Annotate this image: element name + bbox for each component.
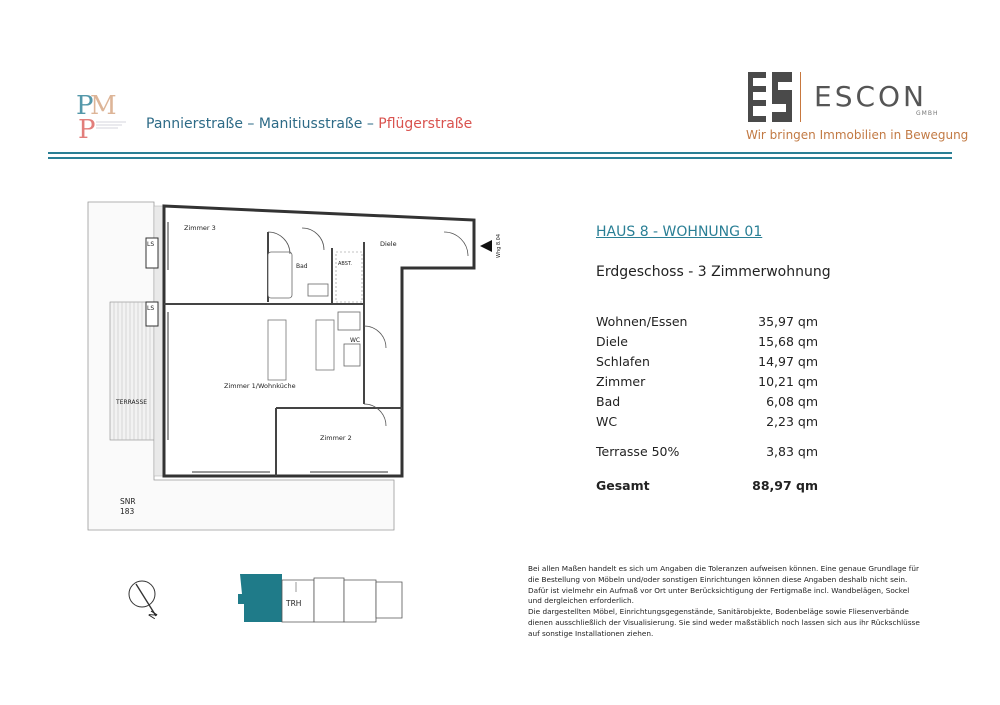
company-name: ESCON bbox=[814, 80, 927, 113]
terrace-row bbox=[596, 444, 822, 464]
area-table bbox=[596, 314, 822, 498]
area-value: 6,08 qm bbox=[766, 394, 818, 409]
terrace-label: Terrasse 50% bbox=[596, 444, 680, 459]
area-value: 14,97 qm bbox=[758, 354, 818, 369]
company-slogan: Wir bringen Immobilien in Bewegung bbox=[746, 128, 969, 142]
company-suffix: GMBH bbox=[916, 110, 939, 117]
label-whg: Whg 8.04 bbox=[496, 233, 502, 258]
area-label: Schlafen bbox=[596, 354, 650, 369]
room-label-zimmer3: Zimmer 3 bbox=[184, 224, 216, 232]
site-plan-key bbox=[236, 568, 406, 626]
project-streets bbox=[146, 116, 472, 132]
unit-subtitle: Erdgeschoss - 3 Zimmerwohnung bbox=[596, 264, 831, 280]
disclaimer-paragraph-1: Bei allen Maßen handelt es sich um Angaben die Toleranzen aufweisen können. Eine genaue Grundlage für die Bestellung von Möbeln und/oder sonstigen Einrichtungen können diese Angaben deshalb nicht sein. Dafür ist vielmehr ein Aufmaß vor Ort unter Berücksichtigung der Fertigmaße incl. Wandbelägen, Sockel und dergleichen erforderlich. bbox=[528, 564, 919, 606]
area-row bbox=[596, 394, 822, 414]
svg-text:M: M bbox=[90, 91, 117, 121]
area-row bbox=[596, 334, 822, 354]
streets-main: Pannierstraße – Manitiusstraße – bbox=[146, 116, 379, 132]
area-label: Zimmer bbox=[596, 374, 646, 389]
area-value: 15,68 qm bbox=[758, 334, 818, 349]
area-value: 2,23 qm bbox=[766, 414, 818, 429]
area-label: Wohnen/Essen bbox=[596, 314, 688, 329]
label-ls-1: LS bbox=[147, 241, 155, 248]
total-value: 88,97 qm bbox=[752, 478, 818, 493]
total-row bbox=[596, 478, 822, 498]
disclaimer bbox=[528, 564, 920, 640]
room-label-bad: Bad bbox=[296, 263, 308, 270]
svg-text:P: P bbox=[76, 91, 94, 121]
area-label: Bad bbox=[596, 394, 621, 409]
floor-plan bbox=[80, 192, 510, 532]
header-rule-top bbox=[48, 152, 952, 154]
area-value: 35,97 qm bbox=[758, 314, 818, 329]
pmp-logo bbox=[74, 86, 134, 146]
label-snr-number: 183 bbox=[120, 507, 135, 516]
room-label-wohnkueche: Zimmer 1/Wohnküche bbox=[224, 382, 296, 390]
area-row bbox=[596, 414, 822, 434]
streets-highlight: Pflügerstraße bbox=[378, 116, 473, 132]
logo-divider bbox=[800, 72, 801, 122]
svg-text:P: P bbox=[78, 115, 96, 145]
area-label: Diele bbox=[596, 334, 628, 349]
area-row bbox=[596, 354, 822, 374]
compass-icon bbox=[122, 574, 174, 626]
room-label-diele: Diele bbox=[380, 240, 397, 248]
disclaimer-paragraph-2: Die dargestellten Möbel, Einrichtungsgegenstände, Sanitärobjekte, Bodenbeläge sowie Fliesenverbände dienen ausschließlich der Visualisierung. Sie sind weder maßstäblich noch lassen sich aus ihr Rückschlüsse auf sonstige Installationen ziehen. bbox=[528, 607, 920, 638]
room-label-wc: WC bbox=[350, 337, 361, 344]
room-label-terrasse: TERRASSE bbox=[116, 399, 148, 406]
area-row bbox=[596, 374, 822, 394]
room-label-abst: ABST. bbox=[338, 261, 352, 267]
compass-north-letter: N bbox=[147, 609, 161, 622]
area-value: 10,21 qm bbox=[758, 374, 818, 389]
label-ls-2: LS bbox=[147, 305, 155, 312]
escon-logo-mark bbox=[744, 70, 796, 124]
unit-title: HAUS 8 - WOHNUNG 01 bbox=[596, 224, 763, 240]
area-label: WC bbox=[596, 414, 618, 429]
header-rule-bottom bbox=[48, 157, 952, 159]
room-label-zimmer2: Zimmer 2 bbox=[320, 434, 352, 442]
site-plan-label: TRH bbox=[286, 599, 302, 608]
terrace-value: 3,83 qm bbox=[766, 444, 818, 459]
area-row bbox=[596, 314, 822, 334]
label-snr: SNR bbox=[120, 497, 136, 506]
total-label: Gesamt bbox=[596, 478, 650, 493]
